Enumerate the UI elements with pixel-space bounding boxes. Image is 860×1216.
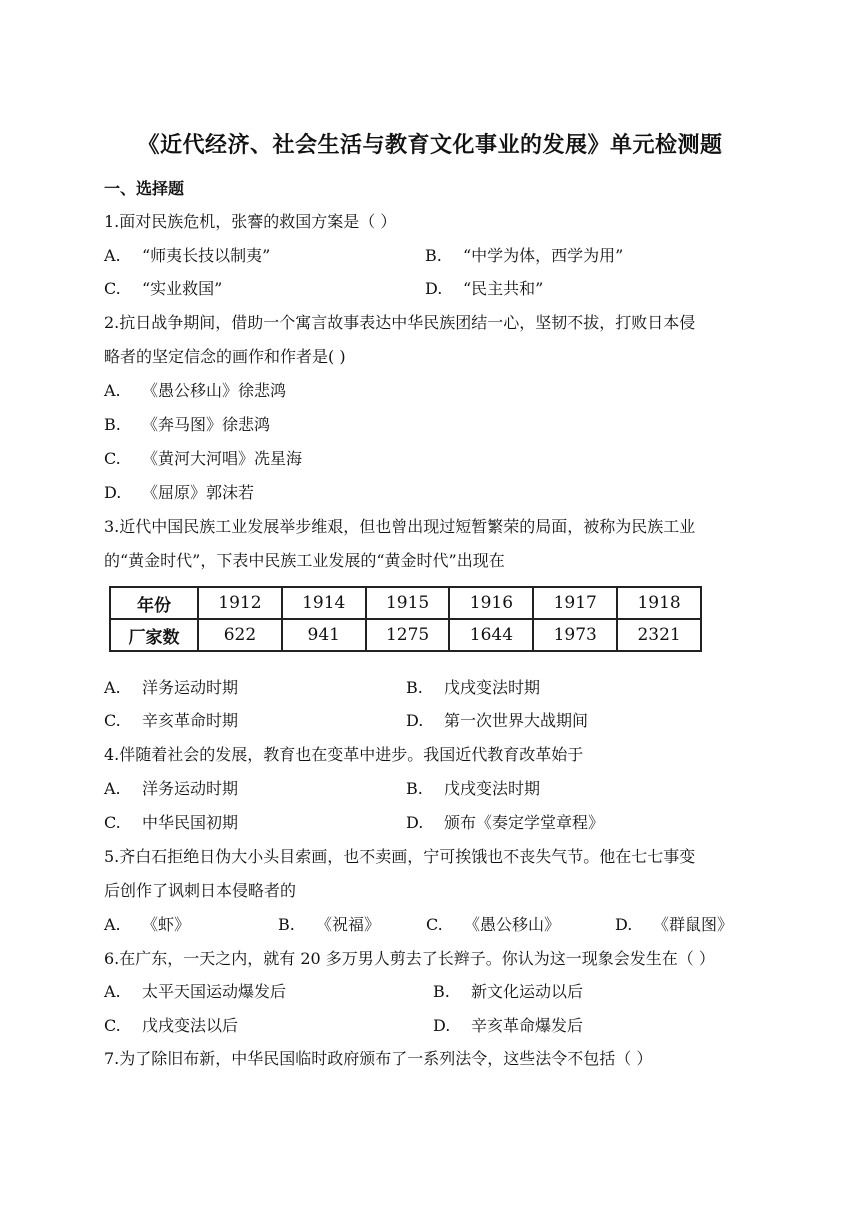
option-key: A. <box>104 246 121 265</box>
q2-option-b[interactable] <box>104 412 270 435</box>
option-text: 戊戌变法时期 <box>444 678 541 697</box>
q4-option-a[interactable] <box>104 776 238 799</box>
question-1-stem: 1.面对民族危机，张謇的救国方案是（ ） <box>104 212 397 231</box>
option-text: “师夷长技以制夷” <box>142 246 271 265</box>
table-cell-count: 1973 <box>533 619 617 651</box>
q6-option-c[interactable] <box>104 1013 238 1036</box>
option-text: 《屈原》郭沫若 <box>142 483 255 502</box>
option-text: 《愚公移山》徐悲鸿 <box>142 381 287 400</box>
option-key: C. <box>104 813 121 832</box>
table-row-counts <box>110 619 701 651</box>
option-key: A. <box>104 915 121 934</box>
table-cell-year: 1914 <box>282 587 366 619</box>
option-text: 戊戌变法以后 <box>142 1016 239 1035</box>
q5-option-c[interactable] <box>426 912 560 935</box>
option-text: 《奔马图》徐悲鸿 <box>142 415 271 434</box>
option-text: 《愚公移山》 <box>464 915 561 934</box>
option-text: 中华民国初期 <box>142 813 239 832</box>
option-text: 《祝福》 <box>316 915 381 934</box>
q5-option-b[interactable] <box>278 912 380 935</box>
option-key: D. <box>425 279 443 298</box>
option-key: D. <box>406 711 424 730</box>
option-key: A. <box>104 381 121 400</box>
option-text: 颁布《奏定学堂章程》 <box>444 813 605 832</box>
option-text: 辛亥革命时期 <box>142 711 239 730</box>
page-title: 《近代经济、社会生活与教育文化事业的发展》单元检测题 <box>137 133 723 158</box>
q2-option-d[interactable] <box>104 480 254 503</box>
q6-option-b[interactable] <box>433 979 583 1002</box>
option-key: C. <box>104 711 121 730</box>
question-7-stem: 7.为了除旧布新，中华民国临时政府颁布了一系列法令，这些法令不包括（ ） <box>104 1049 653 1068</box>
question-2-stem-line2: 略者的坚定信念的画作和作者是( ) <box>104 347 346 366</box>
question-3-stem-line2: 的“黄金时代”，下表中民族工业发展的“黄金时代”出现在 <box>104 551 505 570</box>
option-text: 《群鼠图》 <box>653 915 734 934</box>
question-5-stem-line2: 后创作了讽刺日本侵略者的 <box>104 881 297 900</box>
q1-option-c[interactable] <box>104 276 222 299</box>
q3-option-a[interactable] <box>104 675 238 698</box>
option-key: B. <box>406 779 423 798</box>
option-key: B. <box>278 915 295 934</box>
section-heading: 一、选择题 <box>104 179 185 198</box>
option-key: C. <box>104 1016 121 1035</box>
option-key: D. <box>104 483 122 502</box>
question-5-stem-line1: 5.齐白石拒绝日伪大小头目索画，也不卖画，宁可挨饿也不丧失气节。他在七七事变 <box>104 847 696 866</box>
table-cell-count: 1275 <box>366 619 450 651</box>
q5-option-d[interactable] <box>615 912 733 935</box>
table-cell-count: 622 <box>198 619 282 651</box>
q6-option-d[interactable] <box>433 1013 583 1036</box>
option-text: 《黄河大河唱》冼星海 <box>142 449 303 468</box>
q3-option-c[interactable] <box>104 708 238 731</box>
option-text: 戊戌变法时期 <box>444 779 541 798</box>
table-cell-count: 2321 <box>617 619 701 651</box>
q5-option-a[interactable] <box>104 912 190 935</box>
option-key: B. <box>425 246 442 265</box>
option-key: C. <box>104 449 121 468</box>
q1-option-a[interactable] <box>104 243 270 266</box>
option-key: B. <box>406 678 423 697</box>
table-cell-year: 1915 <box>366 587 450 619</box>
q3-option-d[interactable] <box>406 708 588 731</box>
option-text: 洋务运动时期 <box>142 678 239 697</box>
table-cell-count: 1644 <box>449 619 533 651</box>
option-key: B. <box>433 982 450 1001</box>
option-text: “中学为体，西学为用” <box>463 246 624 265</box>
option-text: 新文化运动以后 <box>471 982 584 1001</box>
q4-option-c[interactable] <box>104 810 238 833</box>
table-row-years <box>110 587 701 619</box>
option-text: 第一次世界大战期间 <box>444 711 589 730</box>
option-key: A. <box>104 982 121 1001</box>
question-2-stem-line1: 2.抗日战争期间，借助一个寓言故事表达中华民族团结一心，坚韧不拔，打败日本侵 <box>104 313 696 332</box>
option-key: D. <box>615 915 633 934</box>
q4-option-d[interactable] <box>406 810 604 833</box>
q6-option-a[interactable] <box>104 979 286 1002</box>
option-text: “民主共和” <box>463 279 544 298</box>
question-4-stem: 4.伴随着社会的发展，教育也在变革中进步。我国近代教育改革始于 <box>104 745 584 764</box>
q2-option-c[interactable] <box>104 446 302 469</box>
option-text: “实业救国” <box>142 279 223 298</box>
q4-option-b[interactable] <box>406 776 540 799</box>
option-key: A. <box>104 678 121 697</box>
question-3-stem-line1: 3.近代中国民族工业发展举步维艰，但也曾出现过短暂繁荣的局面，被称为民族工业 <box>104 517 696 536</box>
q1-option-b[interactable] <box>425 243 623 266</box>
q3-option-b[interactable] <box>406 675 540 698</box>
option-text: 《虾》 <box>142 915 191 934</box>
option-key: A. <box>104 779 121 798</box>
factory-count-table <box>109 586 702 652</box>
option-key: C. <box>426 915 443 934</box>
option-key: C. <box>104 279 121 298</box>
table-row-label: 年份 <box>110 587 198 619</box>
q2-option-a[interactable] <box>104 378 286 401</box>
table-row-label: 厂家数 <box>110 619 198 651</box>
table-cell-year: 1917 <box>533 587 617 619</box>
table-cell-year: 1918 <box>617 587 701 619</box>
option-text: 洋务运动时期 <box>142 779 239 798</box>
option-key: D. <box>433 1016 451 1035</box>
question-6-stem: 6.在广东，一天之内，就有 20 多万男人剪去了长辫子。你认为这一现象会发生在（ ） <box>104 949 715 968</box>
option-text: 太平天国运动爆发后 <box>142 982 287 1001</box>
table-cell-count: 941 <box>282 619 366 651</box>
option-text: 辛亥革命爆发后 <box>471 1016 584 1035</box>
table-cell-year: 1912 <box>198 587 282 619</box>
option-key: B. <box>104 415 121 434</box>
q1-option-d[interactable] <box>425 276 543 299</box>
option-key: D. <box>406 813 424 832</box>
table-cell-year: 1916 <box>449 587 533 619</box>
